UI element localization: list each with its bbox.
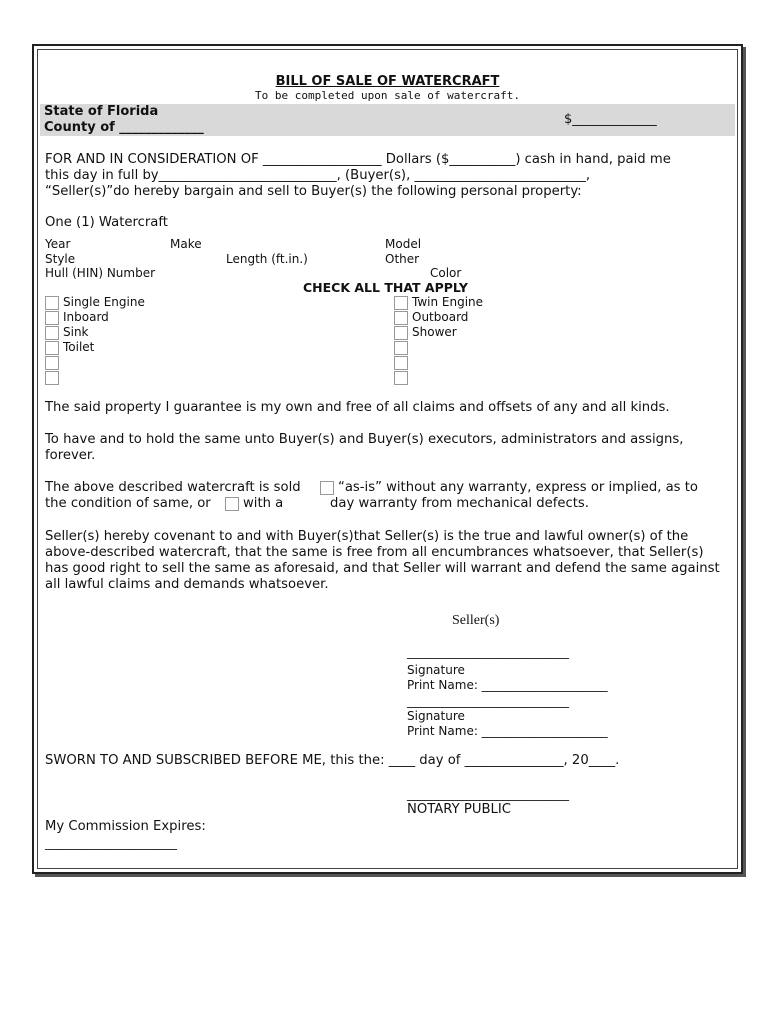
toilet-label: Toilet: [63, 340, 95, 354]
sold-text-b: “as-is” without any warranty, express or implied, as to: [338, 480, 698, 495]
commission-expires-label: My Commission Expires:: [45, 819, 206, 834]
year-label: Year: [45, 237, 71, 251]
consideration-line-2: this day in full by___________________________, (Buyer(s), __________________________,: [45, 168, 591, 183]
consideration-line-1: FOR AND IN CONSIDERATION OF __________________ Dollars ($__________) cash in hand, paid me: [45, 152, 671, 167]
as-is-checkbox[interactable]: [320, 481, 334, 495]
sold-text-e: day warranty from mechanical defects.: [330, 496, 589, 511]
sworn-statement: SWORN TO AND SUBSCRIBED BEFORE ME, this the: ____ day of _______________, 20____.: [45, 753, 620, 768]
blank-right-checkbox-1[interactable]: [394, 341, 408, 355]
length-label: Length (ft.in.): [226, 252, 308, 266]
sold-text-d: with a: [243, 496, 284, 511]
guarantee-paragraph: The said property I guarantee is my own and free of all claims and offsets of any and all kinds.: [45, 400, 670, 415]
inboard-label: Inboard: [63, 310, 109, 324]
single-engine-label: Single Engine: [63, 295, 145, 309]
print-name-2[interactable]: Print Name: _____________________: [407, 724, 608, 738]
shower-label: Shower: [412, 325, 457, 339]
outboard-label: Outboard: [412, 310, 469, 324]
sellers-label: Seller(s): [452, 613, 500, 628]
document-subtitle: To be completed upon sale of watercraft.: [255, 89, 520, 102]
signature-line-1[interactable]: ___________________________: [407, 645, 569, 659]
state-label: State of Florida: [44, 104, 159, 119]
commission-expires-line[interactable]: ______________________: [45, 836, 177, 850]
blank-right-checkbox-2[interactable]: [394, 356, 408, 370]
inboard-checkbox[interactable]: [45, 311, 59, 325]
signature-line-2[interactable]: ___________________________: [407, 694, 569, 708]
document-frame: [32, 44, 743, 874]
blank-left-checkbox-2[interactable]: [45, 371, 59, 385]
hull-label: Hull (HIN) Number: [45, 266, 156, 280]
shower-checkbox[interactable]: [394, 326, 408, 340]
signature-label-2: Signature: [407, 709, 465, 723]
document-title: BILL OF SALE OF WATERCRAFT: [275, 74, 500, 89]
sink-label: Sink: [63, 325, 89, 339]
model-label: Model: [385, 237, 422, 251]
other-label: Other: [385, 252, 420, 266]
amount-field: $_____________: [564, 112, 657, 127]
sold-text-c: the condition of same, or: [45, 496, 211, 511]
consideration-line-3: “Seller(s)”do hereby bargain and sell to Buyer(s) the following personal property:: [45, 184, 582, 199]
single-engine-checkbox[interactable]: [45, 296, 59, 310]
make-label: Make: [170, 237, 202, 251]
hold-paragraph: To have and to hold the same unto Buyer(s) and Buyer(s) executors, administrators and assigns, forever.: [45, 432, 684, 463]
sold-text-a: The above described watercraft is sold: [45, 480, 301, 495]
outboard-checkbox[interactable]: [394, 311, 408, 325]
sink-checkbox[interactable]: [45, 326, 59, 340]
document-inner-border: [37, 49, 738, 869]
twin-engine-checkbox[interactable]: [394, 296, 408, 310]
state-county-block: [44, 104, 204, 136]
print-name-1[interactable]: Print Name: _____________________: [407, 678, 608, 692]
signature-label-1: Signature: [407, 663, 465, 677]
twin-engine-label: Twin Engine: [412, 295, 484, 309]
watercraft-heading: One (1) Watercraft: [45, 215, 168, 230]
state-county-band: [40, 104, 735, 136]
notary-public-label: NOTARY PUBLIC: [407, 802, 511, 817]
toilet-checkbox[interactable]: [45, 341, 59, 355]
covenant-paragraph: Seller(s) hereby covenant to and with Buyer(s)that Seller(s) is the true and lawful owner(s) of the above-described watercraft, that the same is free from all encumbrances whatsoever, that Seller(s) has good right to sell the same as aforesaid, and that Seller will warrant and defend the same against all lawful claims and demands whatsoever.: [45, 529, 720, 592]
notary-signature-line[interactable]: ___________________________: [407, 787, 569, 801]
blank-left-checkbox-1[interactable]: [45, 356, 59, 370]
check-all-heading: CHECK ALL THAT APPLY: [303, 280, 468, 295]
style-label: Style: [45, 252, 76, 266]
warranty-checkbox[interactable]: [225, 497, 239, 511]
county-label: County of _____________: [44, 120, 204, 135]
blank-right-checkbox-3[interactable]: [394, 371, 408, 385]
color-label: Color: [430, 266, 462, 280]
